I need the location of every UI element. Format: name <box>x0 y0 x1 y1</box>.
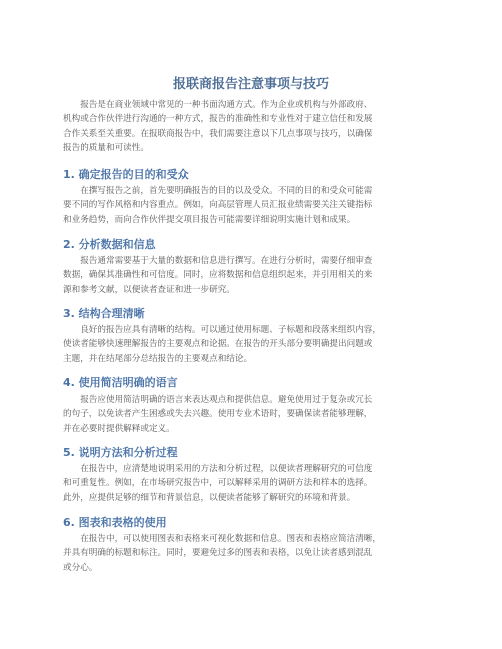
paragraph-line: 和业务趋势，而向合作伙伴提交项目报告可能需要详细说明实施计划和成果。 <box>63 214 356 225</box>
paragraph-line: 报告的质量和可读性。 <box>63 143 149 154</box>
section-heading-6: 6. 图表和表格的使用 <box>63 516 167 529</box>
paragraph-line: 的句子，以免读者产生困惑或失去兴趣。使用专业术语时，要确保读者能够理解， <box>63 409 373 420</box>
section-paragraph-1 <box>63 184 441 227</box>
section-paragraph-5 <box>63 462 441 505</box>
section-heading-5: 5. 说明方法和分析过程 <box>63 446 178 459</box>
paragraph-line: 机构或合作伙伴进行沟通的一种方式，报告的准确性和专业性对于建立信任和发展 <box>63 114 373 125</box>
section-paragraph-2 <box>63 254 441 297</box>
paragraph-line: 良好的报告应具有清晰的结构。可以通过使用标题、子标题和段落来组织内容， <box>63 325 381 335</box>
paragraph-line: 主题，并在结尾部分总结报告的主要观点和结论。 <box>63 353 253 364</box>
paragraph-line: 合作关系至关重要。在报联商报告中，我们需要注意以下几点事项与技巧，以确保 <box>63 128 373 139</box>
section-heading-3: 3. 结构合理清晰 <box>63 307 145 320</box>
paragraph-line: 数据，确保其准确性和可信度。同时，应将数据和信息组织起来，并引用相关的来 <box>63 270 373 281</box>
paragraph-line: 此外，应提供足够的细节和背景信息，以便读者能够了解研究的环境和背景。 <box>63 492 356 503</box>
section-heading-2: 2. 分析数据和信息 <box>63 238 156 251</box>
paragraph-line: 报告应使用简洁明确的语言来表达观点和提供信息。避免使用过于复杂或冗长 <box>63 395 373 405</box>
document-title: 报联商报告注意事项与技巧 <box>172 77 329 92</box>
paragraph-line: 使读者能够快速理解报告的主要观点和论据。在报告的开头部分要明确提出问题或 <box>63 339 373 350</box>
paragraph-line: 并在必要时提供解释或定义。 <box>63 423 175 434</box>
paragraph-line: 或分心。 <box>63 562 98 573</box>
paragraph-line: 在报告中，可以使用图表和表格来可视化数据和信息。图表和表格应简洁清晰， <box>63 534 381 544</box>
section-heading-4: 4. 使用简洁明确的语言 <box>63 376 178 389</box>
section-paragraph-3 <box>63 323 441 366</box>
paragraph-line: 在报告中，应清楚地说明采用的方法和分析过程，以便读者理解研究的可信度 <box>63 464 373 474</box>
intro-paragraph <box>63 98 441 156</box>
section-heading-1: 1. 确定报告的目的和受众 <box>63 168 189 181</box>
paragraph-line: 报告是在商业领域中常见的一种书面沟通方式。作为企业或机构与外部政府、 <box>63 100 373 110</box>
paragraph-line: 在撰写报告之前，首先要明确报告的目的以及受众。不同的目的和受众可能需 <box>63 186 373 196</box>
section-paragraph-6 <box>63 532 441 575</box>
paragraph-line: 源和参考文献，以便读者查证和进一步研究。 <box>63 284 235 295</box>
section-paragraph-4 <box>63 393 441 436</box>
paragraph-line: 并具有明确的标题和标注。同时，要避免过多的图表和表格，以免让读者感到混乱 <box>63 548 373 559</box>
paragraph-line: 报告通常需要基于大量的数据和信息进行撰写。在进行分析时，需要仔细审查 <box>63 256 373 266</box>
paragraph-line: 和可重复性。例如，在市场研究报告中，可以解释采用的调研方法和样本的选择。 <box>63 478 373 489</box>
paragraph-line: 要不同的写作风格和内容重点。例如，向高层管理人员汇报业绩需要关注关键指标 <box>63 200 373 211</box>
